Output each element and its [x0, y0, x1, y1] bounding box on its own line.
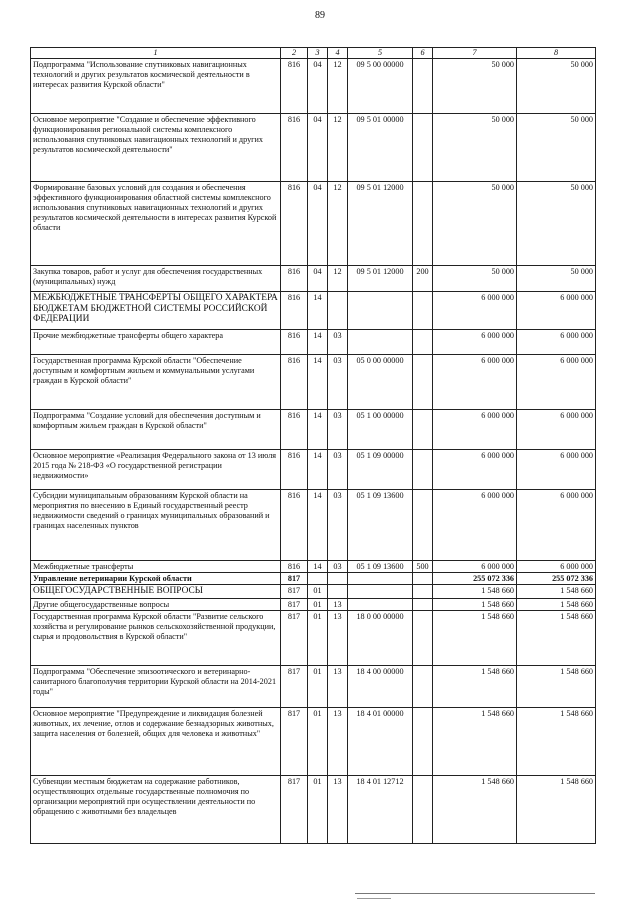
cell-c5: 18 4 01 12712 [348, 775, 413, 843]
row-name: Управление ветеринарии Курской области [31, 573, 281, 585]
cell-c4: 13 [328, 598, 348, 610]
table-row [31, 59, 596, 114]
cell-c7: 1 548 660 [433, 610, 517, 665]
cell-c6 [413, 292, 433, 330]
cell-c7: 1 548 660 [433, 598, 517, 610]
row-name: Государственная программа Курской области "Обеспечение доступным и комфортным жильем и коммунальными услугами граждан в Курской области" [31, 355, 281, 410]
row-name: Подпрограмма "Использование спутниковых навигационных технологий и других результатов космической деятельности в интересах развития Курской области" [31, 59, 281, 114]
table-row [31, 707, 596, 775]
cell-c6 [413, 573, 433, 585]
cell-c5: 09 5 01 12000 [348, 266, 413, 292]
cell-c8: 1 548 660 [517, 610, 596, 665]
cell-c6 [413, 707, 433, 775]
cell-c3: 14 [308, 355, 328, 410]
cell-c6 [413, 610, 433, 665]
cell-c2: 816 [281, 182, 308, 266]
table-row [31, 610, 596, 665]
cell-c8: 255 072 336 [517, 573, 596, 585]
cell-c2: 817 [281, 707, 308, 775]
cell-c3: 14 [308, 490, 328, 561]
cell-c7: 50 000 [433, 182, 517, 266]
cell-c8: 50 000 [517, 182, 596, 266]
cell-c6 [413, 450, 433, 490]
cell-c4 [328, 292, 348, 330]
cell-c8: 50 000 [517, 114, 596, 182]
cell-c4: 12 [328, 59, 348, 114]
footer-rule [355, 893, 595, 894]
cell-c7: 6 000 000 [433, 292, 517, 330]
cell-c2: 816 [281, 266, 308, 292]
column-header: 7 [433, 48, 517, 59]
row-name: МЕЖБЮДЖЕТНЫЕ ТРАНСФЕРТЫ ОБЩЕГО ХАРАКТЕРА БЮДЖЕТАМ БЮДЖЕТНОЙ СИСТЕМЫ РОССИЙСКОЙ ФЕДЕРАЦИИ [31, 292, 281, 330]
cell-c8: 1 548 660 [517, 598, 596, 610]
budget-table [30, 47, 596, 844]
cell-c7: 50 000 [433, 59, 517, 114]
cell-c3: 04 [308, 59, 328, 114]
cell-c6 [413, 410, 433, 450]
table-row [31, 410, 596, 450]
cell-c5 [348, 330, 413, 355]
cell-c2: 816 [281, 355, 308, 410]
cell-c5 [348, 573, 413, 585]
header-row [31, 48, 596, 59]
cell-c3: 14 [308, 330, 328, 355]
cell-c5: 18 4 00 00000 [348, 665, 413, 707]
cell-c6 [413, 355, 433, 410]
cell-c4 [328, 573, 348, 585]
cell-c7: 1 548 660 [433, 707, 517, 775]
cell-c3: 14 [308, 410, 328, 450]
cell-c7: 6 000 000 [433, 561, 517, 573]
cell-c6 [413, 114, 433, 182]
page-number: 89 [315, 10, 325, 21]
cell-c4: 03 [328, 490, 348, 561]
cell-c4: 03 [328, 561, 348, 573]
table-row [31, 292, 596, 330]
column-header: 8 [517, 48, 596, 59]
cell-c6 [413, 598, 433, 610]
cell-c8: 1 548 660 [517, 707, 596, 775]
row-name: Основное мероприятие "Создание и обеспечение эффективного функционирования региональной системы комплексного использования спутниковых навигационных технологий и других результатов космической деятельности" [31, 114, 281, 182]
cell-c7: 1 548 660 [433, 585, 517, 599]
cell-c2: 817 [281, 598, 308, 610]
cell-c6 [413, 490, 433, 561]
cell-c7: 6 000 000 [433, 330, 517, 355]
cell-c6 [413, 775, 433, 843]
cell-c4: 13 [328, 610, 348, 665]
cell-c8: 1 548 660 [517, 665, 596, 707]
cell-c5 [348, 598, 413, 610]
cell-c4: 13 [328, 775, 348, 843]
cell-c8: 1 548 660 [517, 775, 596, 843]
cell-c5: 05 1 09 13600 [348, 561, 413, 573]
row-name: Прочие межбюджетные трансферты общего характера [31, 330, 281, 355]
cell-c5: 05 1 09 00000 [348, 450, 413, 490]
table-row [31, 585, 596, 599]
table-row [31, 598, 596, 610]
cell-c3: 04 [308, 114, 328, 182]
cell-c2: 816 [281, 561, 308, 573]
cell-c7: 255 072 336 [433, 573, 517, 585]
column-header: 5 [348, 48, 413, 59]
cell-c6 [413, 59, 433, 114]
cell-c3: 14 [308, 450, 328, 490]
cell-c2: 817 [281, 610, 308, 665]
cell-c2: 816 [281, 114, 308, 182]
cell-c3: 14 [308, 292, 328, 330]
cell-c2: 817 [281, 573, 308, 585]
table-row [31, 330, 596, 355]
column-header: 6 [413, 48, 433, 59]
cell-c5: 05 1 09 13600 [348, 490, 413, 561]
cell-c3: 01 [308, 610, 328, 665]
cell-c7: 6 000 000 [433, 450, 517, 490]
column-header: 2 [281, 48, 308, 59]
table-row [31, 573, 596, 585]
cell-c6: 200 [413, 266, 433, 292]
table-row [31, 561, 596, 573]
cell-c7: 50 000 [433, 266, 517, 292]
cell-c3 [308, 573, 328, 585]
column-header: 4 [328, 48, 348, 59]
cell-c8: 6 000 000 [517, 561, 596, 573]
cell-c2: 816 [281, 330, 308, 355]
row-name: Другие общегосударственные вопросы [31, 598, 281, 610]
cell-c4 [328, 585, 348, 599]
cell-c4: 03 [328, 330, 348, 355]
cell-c6 [413, 585, 433, 599]
column-header: 1 [31, 48, 281, 59]
cell-c5 [348, 292, 413, 330]
cell-c6 [413, 330, 433, 355]
row-name: Подпрограмма "Создание условий для обеспечения доступным и комфортным жильем граждан в Курской области" [31, 410, 281, 450]
table-row [31, 450, 596, 490]
cell-c5: 05 1 00 00000 [348, 410, 413, 450]
table-row [31, 114, 596, 182]
cell-c3: 04 [308, 266, 328, 292]
row-name: Формирование базовых условий для создания и обеспечения эффективного функционирования областной системы комплексного использования спутниковых навигационных технологий и других результатов космической деятельности в интересах развития Курской области [31, 182, 281, 266]
row-name: Основное мероприятие "Предупреждение и ликвидация болезней животных, их лечение, отлов и содержание безнадзорных животных, защита населения от болезней, общих для человека и животных" [31, 707, 281, 775]
row-name: Субсидии муниципальным образованиям Курской области на мероприятия по внесению в Единый государственный реестр недвижимости сведений о границах муниципальных образований и границах населенных пунктов [31, 490, 281, 561]
cell-c4: 13 [328, 665, 348, 707]
cell-c2: 816 [281, 292, 308, 330]
cell-c3: 01 [308, 665, 328, 707]
cell-c7: 6 000 000 [433, 355, 517, 410]
cell-c8: 6 000 000 [517, 410, 596, 450]
cell-c5: 09 5 00 00000 [348, 59, 413, 114]
cell-c5: 09 5 01 12000 [348, 182, 413, 266]
cell-c6 [413, 665, 433, 707]
cell-c3: 01 [308, 707, 328, 775]
cell-c7: 1 548 660 [433, 775, 517, 843]
row-name: Государственная программа Курской области "Развитие сельского хозяйства и регулирование рынков сельскохозяйственной продукции, сырья и продовольствия в Курской области" [31, 610, 281, 665]
cell-c8: 6 000 000 [517, 450, 596, 490]
footer-rule-short [357, 898, 391, 899]
cell-c6 [413, 182, 433, 266]
cell-c8: 6 000 000 [517, 330, 596, 355]
cell-c6: 500 [413, 561, 433, 573]
table-row [31, 490, 596, 561]
cell-c4: 12 [328, 266, 348, 292]
cell-c2: 816 [281, 410, 308, 450]
cell-c4: 03 [328, 355, 348, 410]
cell-c3: 01 [308, 775, 328, 843]
cell-c8: 50 000 [517, 266, 596, 292]
cell-c2: 816 [281, 490, 308, 561]
table-row [31, 355, 596, 410]
cell-c3: 01 [308, 585, 328, 599]
cell-c5: 09 5 01 00000 [348, 114, 413, 182]
cell-c2: 816 [281, 450, 308, 490]
cell-c7: 6 000 000 [433, 490, 517, 561]
row-name: Закупка товаров, работ и услуг для обеспечения государственных (муниципальных) нужд [31, 266, 281, 292]
table-row [31, 266, 596, 292]
cell-c4: 03 [328, 450, 348, 490]
cell-c8: 50 000 [517, 59, 596, 114]
row-name: Субвенции местным бюджетам на содержание работников, осуществляющих отдельные государственные полномочия по организации мероприятий при осуществлении деятельности по обращению с животными без владельцев [31, 775, 281, 843]
row-name: Межбюджетные трансферты [31, 561, 281, 573]
table-row [31, 775, 596, 843]
cell-c8: 1 548 660 [517, 585, 596, 599]
cell-c7: 6 000 000 [433, 410, 517, 450]
table-row [31, 665, 596, 707]
cell-c3: 14 [308, 561, 328, 573]
row-name: Подпрограмма "Обеспечение эпизоотического и ветеринарно-санитарного благополучия территории Курской области на 2014-2021 годы" [31, 665, 281, 707]
cell-c2: 817 [281, 775, 308, 843]
cell-c8: 6 000 000 [517, 490, 596, 561]
cell-c5: 18 0 00 00000 [348, 610, 413, 665]
cell-c4: 12 [328, 182, 348, 266]
cell-c7: 50 000 [433, 114, 517, 182]
cell-c2: 817 [281, 585, 308, 599]
cell-c7: 1 548 660 [433, 665, 517, 707]
cell-c5 [348, 585, 413, 599]
cell-c3: 04 [308, 182, 328, 266]
cell-c4: 12 [328, 114, 348, 182]
cell-c2: 816 [281, 59, 308, 114]
cell-c4: 13 [328, 707, 348, 775]
cell-c5: 18 4 01 00000 [348, 707, 413, 775]
table-row [31, 182, 596, 266]
cell-c5: 05 0 00 00000 [348, 355, 413, 410]
row-name: ОБЩЕГОСУДАРСТВЕННЫЕ ВОПРОСЫ [31, 585, 281, 599]
cell-c8: 6 000 000 [517, 355, 596, 410]
column-header: 3 [308, 48, 328, 59]
cell-c4: 03 [328, 410, 348, 450]
cell-c8: 6 000 000 [517, 292, 596, 330]
cell-c3: 01 [308, 598, 328, 610]
row-name: Основное мероприятие «Реализация Федерального закона от 13 июля 2015 года № 218-ФЗ «О государственной регистрации недвижимости» [31, 450, 281, 490]
cell-c2: 817 [281, 665, 308, 707]
